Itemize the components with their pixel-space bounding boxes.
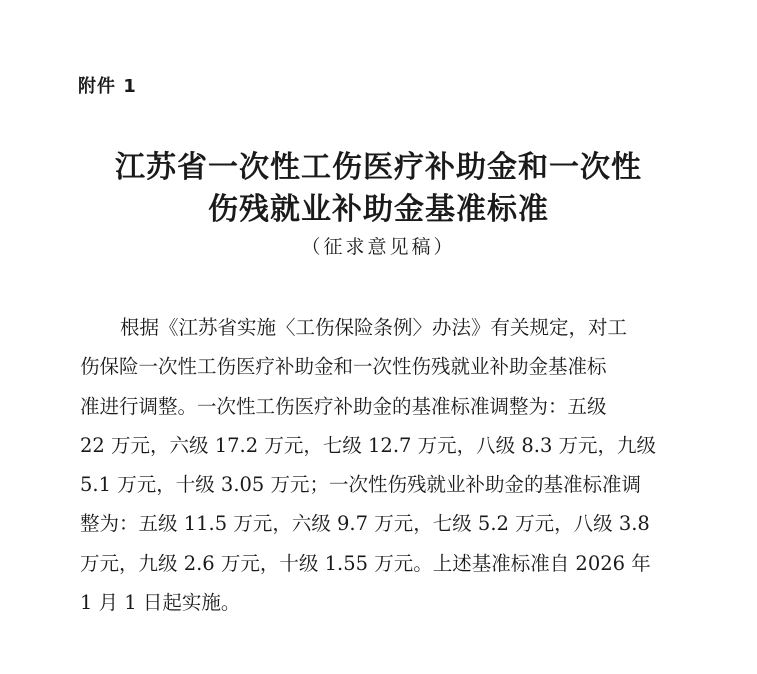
body-line: 准进行调整。一次性工伤医疗补助金的基准标准调整为：五级 <box>80 394 607 418</box>
body-line: 1 月 1 日起实施。 <box>80 591 241 615</box>
document-body <box>80 308 680 622</box>
document-title-line-2: 伤残就业补助金基准标准 <box>208 192 549 227</box>
body-line: 整为：五级 11.5 万元，六级 9.7 万元，七级 5.2 万元，八级 3.8 <box>80 512 650 536</box>
body-line: 万元，九级 2.6 万元，十级 1.55 万元。上述基准标准自 2026 年 <box>80 551 651 575</box>
body-line: 5.1 万元，十级 3.05 万元；一次性伤残就业补助金的基准标准调 <box>80 473 642 497</box>
body-line: 22 万元，六级 17.2 万元，七级 12.7 万元，八级 8.3 万元，九级 <box>80 433 657 457</box>
body-line: 根据《江苏省实施〈工伤保险条例〉办法》有关规定，对工 <box>120 316 628 339</box>
document-subtitle: （征求意见稿） <box>301 236 456 258</box>
document-title-line-1: 江苏省一次性工伤医疗补助金和一次性 <box>115 150 642 185</box>
body-line: 伤保险一次性工伤医疗补助金和一次性伤残就业补助金基准标 <box>80 355 607 379</box>
attachment-label: 附件 1 <box>78 76 137 97</box>
